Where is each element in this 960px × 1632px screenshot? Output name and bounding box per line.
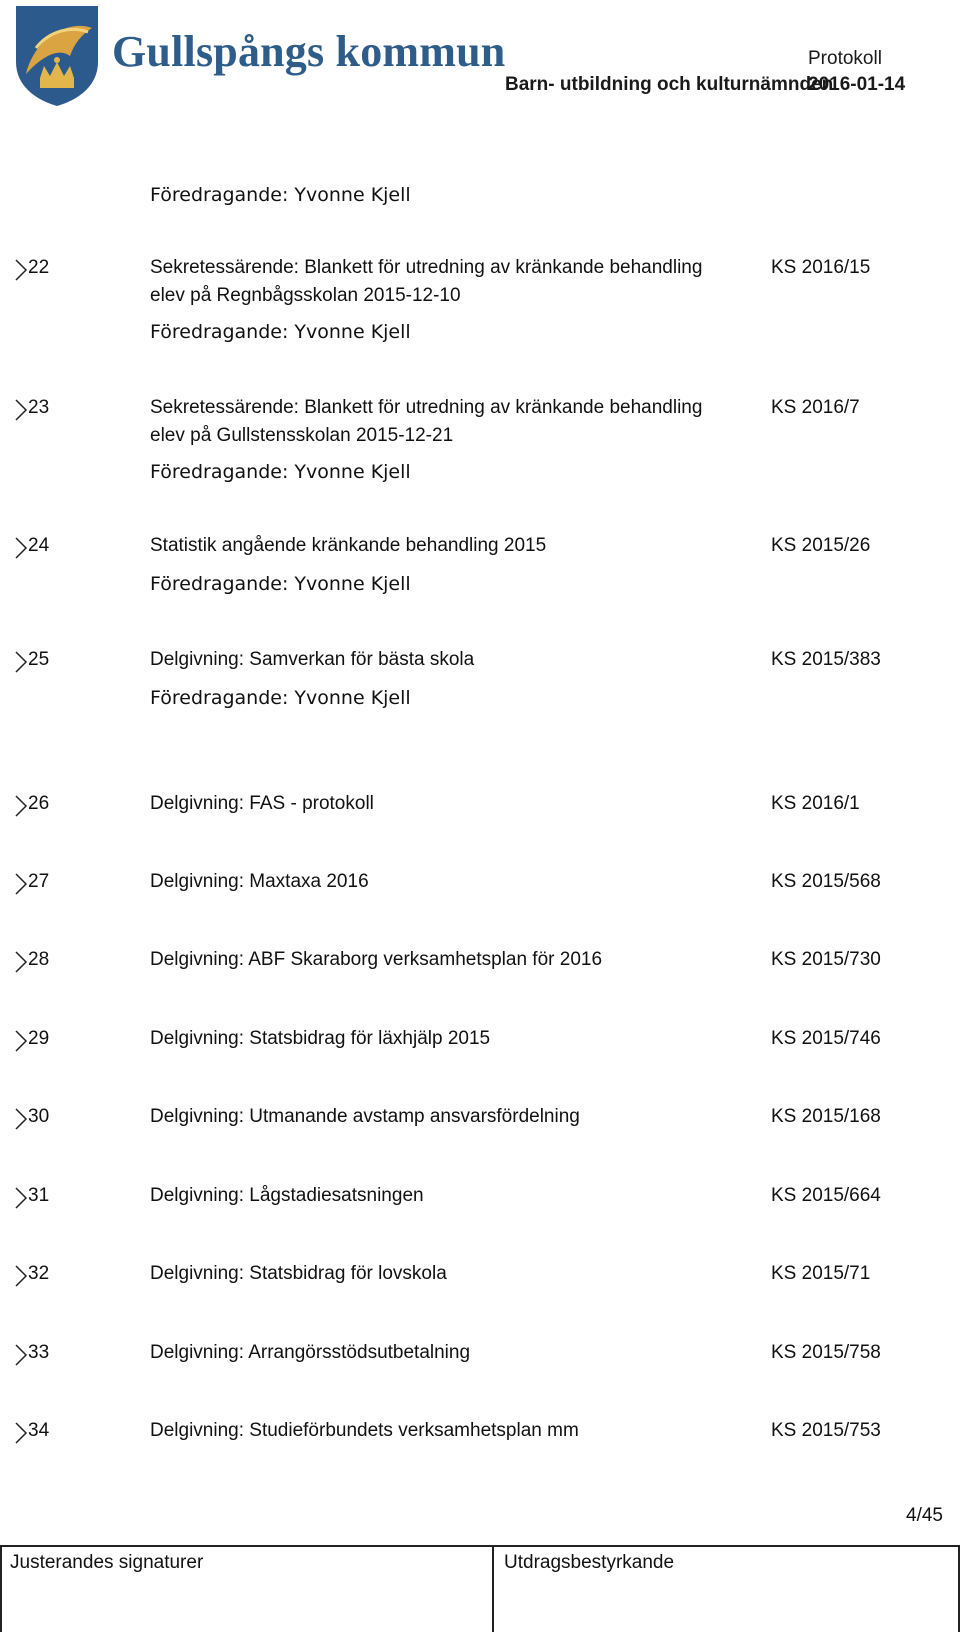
meeting-date: 2016-01-14 xyxy=(808,74,906,95)
item-number: 23 xyxy=(28,397,50,418)
item-title: Delgivning: Arrangörsstödsutbetalning xyxy=(150,1342,471,1363)
case-reference: KS 2015/730 xyxy=(771,949,881,970)
item-number: 28 xyxy=(28,949,50,970)
section-mark-icon xyxy=(14,1105,28,1131)
presenter-line: Föredragande: Yvonne Kjell xyxy=(150,461,411,483)
presenter-line: Föredragande: Yvonne Kjell xyxy=(150,184,411,206)
section-mark-icon xyxy=(14,1027,28,1053)
item-number: 24 xyxy=(28,535,50,556)
case-reference: KS 2015/753 xyxy=(771,1420,881,1441)
municipality-crest-logo xyxy=(12,4,102,108)
section-mark-icon xyxy=(14,396,28,422)
section-mark-icon xyxy=(14,648,28,674)
item-number: 26 xyxy=(28,793,50,814)
item-number: 29 xyxy=(28,1028,50,1049)
case-reference: KS 2015/71 xyxy=(771,1263,871,1284)
item-title: Delgivning: Samverkan för bästa skola xyxy=(150,649,475,670)
item-number: 22 xyxy=(28,257,50,278)
item-title: Delgivning: ABF Skaraborg verksamhetsplan för 2016 xyxy=(150,949,603,970)
item-title: Statistik angående kränkande behandling 2015 xyxy=(150,535,547,556)
case-reference: KS 2015/383 xyxy=(771,649,881,670)
case-reference: KS 2016/7 xyxy=(771,397,860,418)
case-reference: KS 2016/15 xyxy=(771,257,871,278)
item-title: Delgivning: Lågstadiesatsningen xyxy=(150,1185,424,1206)
item-number: 30 xyxy=(28,1106,50,1127)
committee-name: Barn- utbildning och kulturnämnden xyxy=(505,74,834,95)
document-meta xyxy=(808,46,905,98)
section-mark-icon xyxy=(14,534,28,560)
item-title: Sekretessärende: Blankett för utredning av kränkande behandling elev på Gullstensskolan 2015-12-21 xyxy=(150,397,703,446)
item-title: Delgivning: Studieförbundets verksamhetsplan mm xyxy=(150,1420,579,1441)
presenter-line: Föredragande: Yvonne Kjell xyxy=(150,687,411,709)
section-mark-icon xyxy=(14,792,28,818)
presenter-line: Föredragande: Yvonne Kjell xyxy=(150,573,411,595)
footer-column-divider xyxy=(492,1545,494,1632)
organization-name: Gullspångs kommun xyxy=(112,27,506,76)
item-title: Delgivning: Utmanande avstamp ansvarsfördelning xyxy=(150,1106,580,1127)
section-mark-icon xyxy=(14,256,28,282)
signatures-label: Justerandes signaturer xyxy=(10,1552,204,1573)
document-type: Protokoll xyxy=(808,48,882,69)
item-number: 32 xyxy=(28,1263,50,1284)
case-reference: KS 2015/758 xyxy=(771,1342,881,1363)
section-mark-icon xyxy=(14,1184,28,1210)
item-number: 25 xyxy=(28,649,50,670)
extract-certification-label: Utdragsbestyrkande xyxy=(504,1552,675,1573)
case-reference: KS 2015/746 xyxy=(771,1028,881,1049)
item-title: Sekretessärende: Blankett för utredning av kränkande behandling elev på Regnbågsskolan 2015-12-10 xyxy=(150,257,703,306)
item-number: 33 xyxy=(28,1342,50,1363)
item-number: 34 xyxy=(28,1420,50,1441)
page-number: 4/45 xyxy=(906,1505,943,1526)
case-reference: KS 2015/168 xyxy=(771,1106,881,1127)
item-title: Delgivning: Statsbidrag för lovskola xyxy=(150,1263,447,1284)
case-reference: KS 2015/568 xyxy=(771,871,881,892)
item-title: Delgivning: FAS - protokoll xyxy=(150,793,374,814)
section-mark-icon xyxy=(14,870,28,896)
case-reference: KS 2015/26 xyxy=(771,535,871,556)
case-reference: KS 2015/664 xyxy=(771,1185,881,1206)
item-number: 27 xyxy=(28,871,50,892)
footer-divider xyxy=(0,1545,960,1547)
item-title: Delgivning: Maxtaxa 2016 xyxy=(150,871,369,892)
section-mark-icon xyxy=(14,1262,28,1288)
section-mark-icon xyxy=(14,1419,28,1445)
footer-border-left xyxy=(0,1545,2,1632)
item-number: 31 xyxy=(28,1185,50,1206)
section-mark-icon xyxy=(14,948,28,974)
section-mark-icon xyxy=(14,1341,28,1367)
case-reference: KS 2016/1 xyxy=(771,793,860,814)
item-title: Delgivning: Statsbidrag för läxhjälp 2015 xyxy=(150,1028,491,1049)
presenter-line: Föredragande: Yvonne Kjell xyxy=(150,321,411,343)
